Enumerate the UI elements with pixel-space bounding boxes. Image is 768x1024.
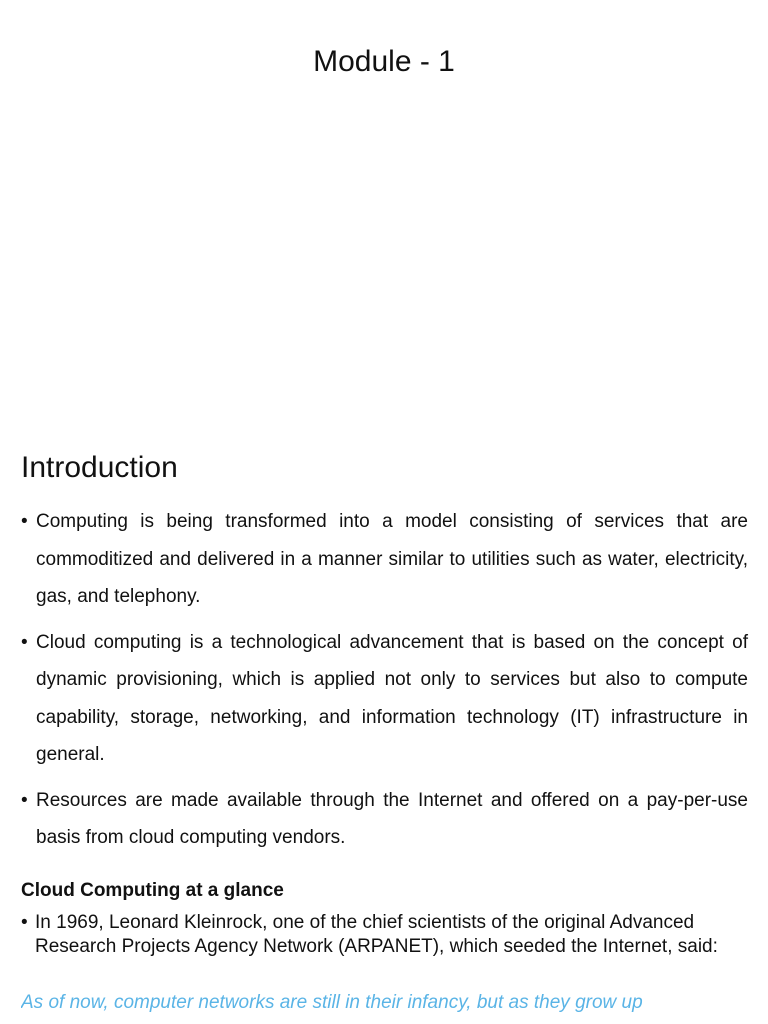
glance-heading: Cloud Computing at a glance — [21, 880, 284, 901]
bullet-dot-icon: • — [21, 912, 28, 933]
introduction-bullet-text: Cloud computing is a technological advancement that is based on the concept of dynamic provisioning, which is applied not only to services but also to compute capability, storage, networking, and information technology (IT) infrastructure in general. — [36, 631, 748, 765]
glance-bullet — [21, 911, 750, 959]
introduction-bullet — [21, 624, 748, 774]
introduction-bullet — [21, 503, 748, 616]
kleinrock-quote: As of now, computer networks are still in their infancy, but as they grow up — [21, 992, 643, 1013]
introduction-bullet — [21, 782, 748, 857]
bullet-dot-icon: • — [21, 789, 28, 811]
module-title: Module - 1 — [313, 45, 455, 78]
bullet-dot-icon: • — [21, 511, 28, 532]
introduction-heading: Introduction — [21, 451, 178, 484]
introduction-bullet-text: Computing is being transformed into a model consisting of services that are commoditized and delivered in a manner similar to utilities such as water, electricity, gas, and telephony. — [36, 511, 748, 607]
introduction-bullet-list — [21, 503, 748, 865]
introduction-bullet-text: Resources are made available through the Internet and offered on a pay-per-use basis from cloud computing vendors. — [36, 789, 748, 848]
glance-bullet-text: In 1969, Leonard Kleinrock, one of the chief scientists of the original Advanced Research Projects Agency Network (ARPANET), which seeded the Internet, said: — [35, 912, 718, 957]
bullet-dot-icon: • — [21, 631, 28, 653]
